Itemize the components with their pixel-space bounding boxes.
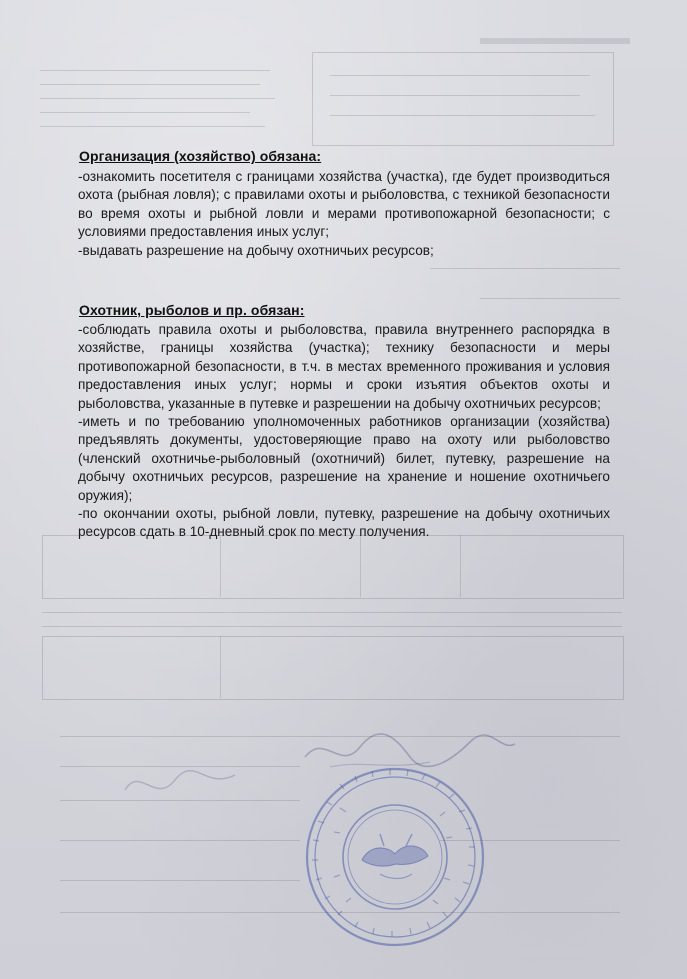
ghost-vline xyxy=(360,535,361,597)
ghost-line xyxy=(60,840,300,841)
ghost-line xyxy=(40,84,260,85)
hunter-obligation-item: -иметь и по требованию уполномоченных работников организации (хозяйства) предъявлять документы, удостоверяющие право на охоту или рыболовство (членский охотничье-рыболовный (охотничий) билет, путевку, разрешение на добычу охотничьих ресурсов, разрешение на хранение и ношение охотничьего оружия); xyxy=(78,414,610,503)
ghost-line xyxy=(40,70,270,71)
ghost-table xyxy=(42,535,624,599)
ghost-vline xyxy=(220,636,221,698)
organization-obligation-item: -ознакомить посетителя с границами хозяйства (участка), где будет производиться охота (рыбная ловля); с правилами охоты и рыболовства, с техникой безопасности во время охоты и рыбной ловли и мерами противопожарной безопасности; с условиями предоставления иных услуг; xyxy=(78,169,610,240)
ghost-table xyxy=(42,636,624,700)
ghost-line xyxy=(60,880,300,881)
ghost-header-box xyxy=(312,52,614,146)
ghost-line xyxy=(330,95,580,96)
hunter-obligation-item: -соблюдать правила охоты и рыболовства, правила внутреннего распорядка в хозяйстве, границы хозяйства (участка); технику безопасности и меры противопожарной безопасности, в т.ч. в местах временного проживания и условия предоставления иных услуг; нормы и сроки изъятия объектов охоты и рыболовства, указанные в путевке и разрешении на добычу охотничьих ресурсов; xyxy=(78,322,610,411)
round-stamp-icon xyxy=(300,762,490,952)
ghost-vline xyxy=(460,535,461,597)
ghost-line xyxy=(42,626,622,627)
ghost-line xyxy=(40,98,275,99)
ghost-line xyxy=(480,298,620,299)
ghost-line xyxy=(430,268,620,269)
ghost-line xyxy=(42,612,622,613)
ghost-line xyxy=(330,115,595,116)
organization-obligations-text xyxy=(78,168,610,260)
signature-scribble-icon xyxy=(120,760,240,810)
hunter-obligation-item: -по окончании охоты, рыбной ловли, путевку, разрешение на добычу охотничьих ресурсов сдать в 10-дневный срок по месту получения. xyxy=(78,506,610,540)
ghost-line xyxy=(480,38,630,44)
hunter-obligations-text xyxy=(78,321,610,542)
ghost-line xyxy=(40,112,250,113)
organization-obligation-item: -выдавать разрешение на добычу охотничьих ресурсов; xyxy=(78,242,434,258)
hunter-obligations-heading: Охотник, рыболов и пр. обязан: xyxy=(79,302,305,318)
ghost-line xyxy=(40,126,265,127)
ghost-line xyxy=(330,75,590,76)
ghost-vline xyxy=(220,535,221,597)
organization-obligations-heading: Организация (хозяйство) обязана: xyxy=(79,148,322,164)
